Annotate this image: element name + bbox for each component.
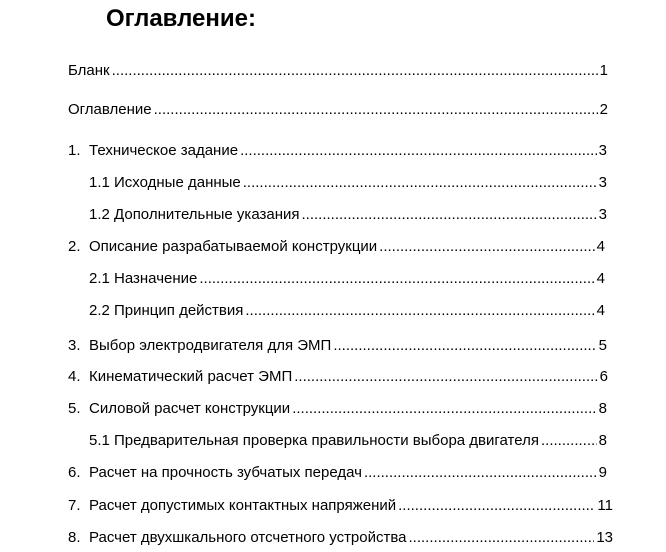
toc-entry-2[interactable]	[68, 238, 605, 256]
toc-dot-leader	[364, 464, 597, 482]
toc-entry-title: Описание разрабатываемой конструкции	[89, 238, 378, 255]
toc-entry-number: 4.	[68, 368, 81, 385]
toc-entry-number: 8.	[68, 529, 81, 546]
toc-entry-5[interactable]	[68, 400, 607, 418]
toc-page-number: 6	[599, 368, 608, 385]
toc-page-number: 4	[596, 270, 605, 287]
toc-page-number: 3	[598, 174, 607, 191]
toc-dot-leader	[333, 337, 596, 355]
toc-entry-title: 1.2 Дополнительные указания	[89, 206, 300, 223]
toc-entry-title: Силовой расчет конструкции	[89, 400, 291, 417]
toc-entry-number: 5.	[68, 400, 81, 417]
toc-dot-leader	[240, 142, 597, 160]
toc-dot-leader	[302, 206, 597, 224]
toc-dot-leader	[398, 497, 595, 515]
toc-entry-5-1[interactable]	[89, 432, 607, 450]
toc-dot-leader	[541, 432, 597, 450]
toc-page-number: 4	[596, 302, 605, 319]
toc-page-number: 8	[598, 400, 607, 417]
toc-entry-7[interactable]	[68, 497, 613, 515]
toc-entry-contents[interactable]	[68, 101, 608, 119]
toc-entry-6[interactable]	[68, 464, 607, 482]
toc-entry-1-1[interactable]	[89, 174, 607, 192]
toc-entry-2-2[interactable]	[89, 302, 605, 320]
toc-entry-blank[interactable]	[68, 62, 608, 80]
toc-entry-title: 5.1 Предварительная проверка правильности выбора двигателя	[89, 432, 539, 449]
toc-page-number: 3	[598, 206, 607, 223]
toc-entry-number: 2.	[68, 238, 81, 255]
toc-dot-leader	[292, 400, 596, 418]
toc-entry-number: 7.	[68, 497, 81, 514]
toc-entry-title: Расчет на прочность зубчатых передач	[89, 464, 362, 481]
toc-dot-leader	[243, 174, 597, 192]
toc-entry-number: 3.	[68, 337, 81, 354]
toc-dot-leader	[379, 238, 594, 256]
toc-entry-2-1[interactable]	[89, 270, 605, 288]
toc-page-number: 2	[599, 101, 608, 118]
toc-entry-8[interactable]	[68, 529, 613, 547]
toc-entry-title: 2.1 Назначение	[89, 270, 198, 287]
toc-page-number: 3	[598, 142, 607, 159]
toc-entry-title: Расчет двухшкального отсчетного устройства	[89, 529, 407, 546]
toc-entry-title: Расчет допустимых контактных напряжений	[89, 497, 397, 514]
toc-entry-1[interactable]	[68, 142, 607, 160]
toc-entry-3[interactable]	[68, 337, 607, 355]
toc-entry-title: Выбор электродвигателя для ЭМП	[89, 337, 332, 354]
toc-page-number: 13	[596, 529, 613, 546]
toc-dot-leader	[199, 270, 594, 288]
toc-page-number: 4	[596, 238, 605, 255]
toc-entry-number: 1.	[68, 142, 81, 159]
toc-entry-title: Оглавление	[68, 101, 152, 118]
toc-dot-leader	[294, 368, 597, 386]
toc-page-number: 5	[598, 337, 607, 354]
toc-dot-leader	[245, 302, 594, 320]
toc-page-number: 1	[599, 62, 608, 79]
toc-entry-title: 2.2 Принцип действия	[89, 302, 244, 319]
toc-entry-number: 6.	[68, 464, 81, 481]
toc-entry-title: Бланк	[68, 62, 110, 79]
toc-dot-leader	[112, 62, 598, 80]
toc-page-number: 9	[598, 464, 607, 481]
toc-page-number: 11	[597, 497, 613, 514]
toc-page-number: 8	[598, 432, 607, 449]
toc-entry-title: Техническое задание	[89, 142, 239, 159]
toc-entry-title: 1.1 Исходные данные	[89, 174, 241, 191]
toc-dot-leader	[409, 529, 595, 547]
toc-entry-1-2[interactable]	[89, 206, 607, 224]
toc-dot-leader	[154, 101, 598, 119]
toc-heading: Оглавление:	[106, 5, 256, 32]
toc-entry-title: Кинематический расчет ЭМП	[89, 368, 293, 385]
toc-entry-4[interactable]	[68, 368, 608, 386]
